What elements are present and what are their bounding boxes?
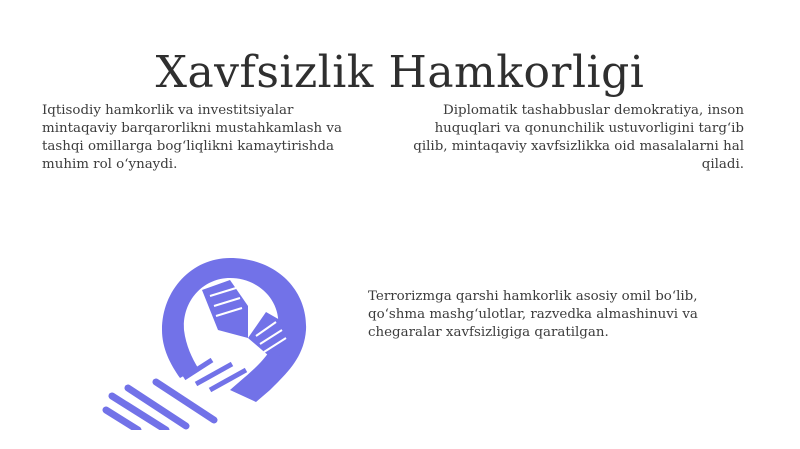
slide-title: Xavfsizlik Hamkorligi <box>155 47 645 99</box>
paragraph-diplomatic-initiatives: Diplomatik tashabbuslar demokratiya, inson huquqlari va qonunchilik ustuvorligini targ‘ib qilib, mintaqaviy xavfsizlikka oid masalalarni hal qiladi. <box>413 103 744 172</box>
paragraph-counterterrorism: Terrorizmga qarshi hamkorlik asosiy omil bo‘lib, qo‘shma mashg‘ulotlar, razvedka almashinuvi va chegaralar xavfsizligiga qaratilgan. <box>368 289 698 340</box>
paragraph-economic-cooperation: Iqtisodiy hamkorlik va investitsiyalar mintaqaviy barqarorlikni mustahkamlash va tashqi omillarga bog‘liqlikni kamaytirishda muhim rol o‘ynaydi. <box>42 103 342 172</box>
lightbulb-book-icon <box>98 250 318 430</box>
